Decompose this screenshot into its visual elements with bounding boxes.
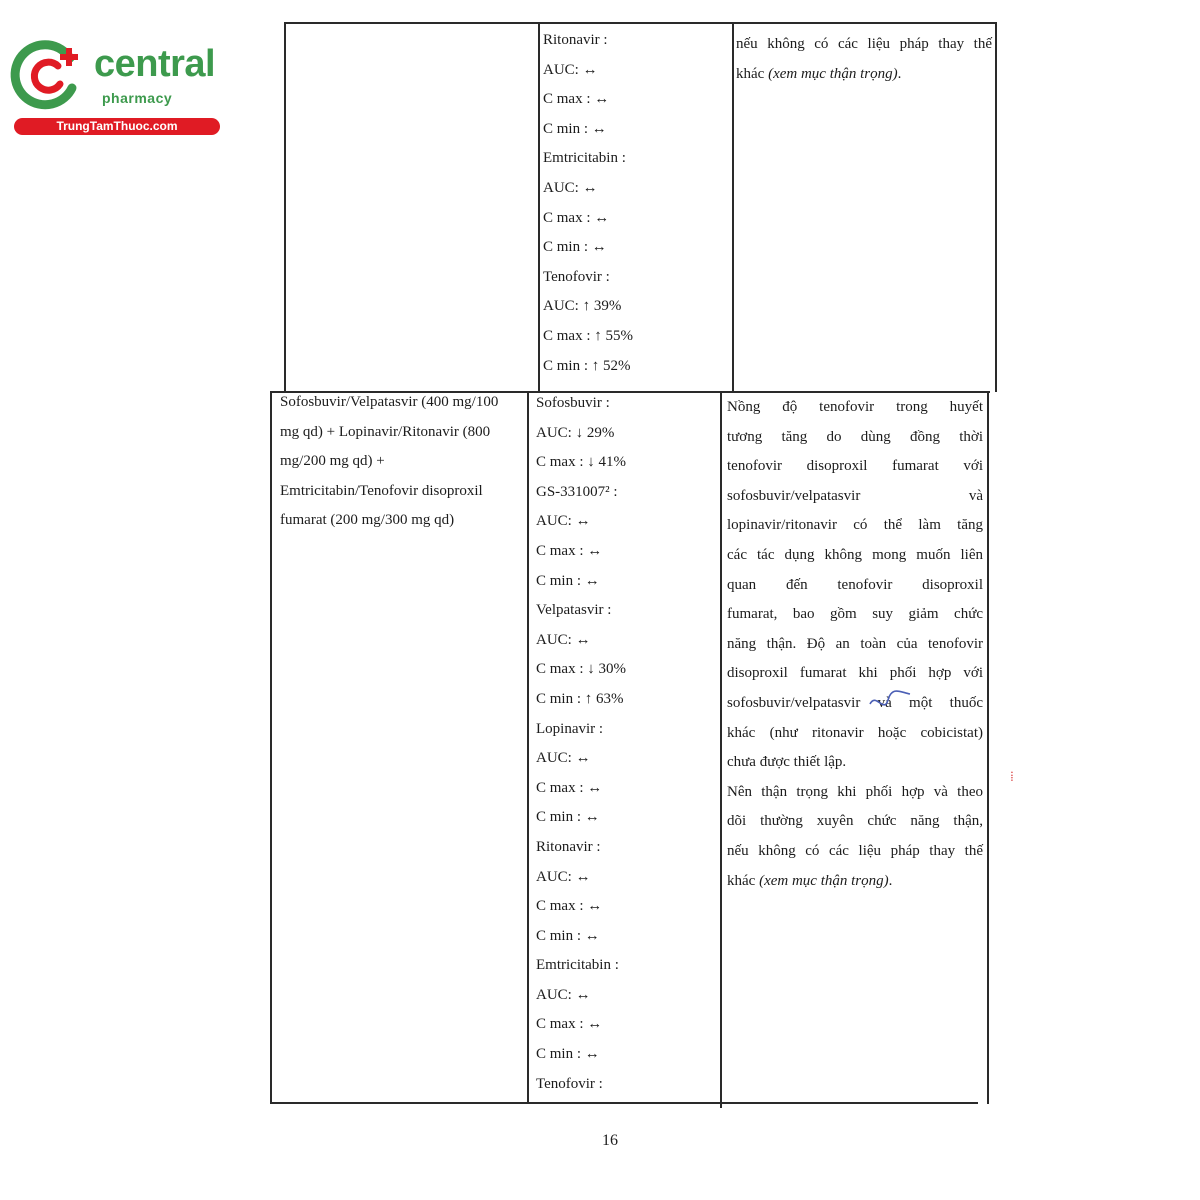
recommendation-line: tương tăng do dùng đồng thời xyxy=(727,428,983,445)
recommendation-line xyxy=(736,60,992,90)
effect-line: C min : ↔ xyxy=(543,120,607,137)
combination-line: mg/200 mg qd) + xyxy=(280,453,385,470)
effect-line: C max : ↔ xyxy=(536,542,603,559)
recommendation-text: . xyxy=(897,65,902,82)
recommendation-line: chưa được thiết lập. xyxy=(727,754,847,771)
top-row-effects-cell xyxy=(543,26,633,381)
recommendation-line: disoproxil fumarat khi phối hợp với xyxy=(727,665,983,682)
table-top-border xyxy=(284,22,996,24)
effect-line: Tenofovir : xyxy=(543,268,610,285)
effect-line: C max : ↔ xyxy=(543,209,610,226)
effect-line: AUC: ↔ xyxy=(536,513,591,530)
bottom-row-effects-cell xyxy=(536,389,626,1099)
effect-line: Emtricitabin : xyxy=(543,150,626,167)
edge-stamp-mark: ⁞ xyxy=(1010,770,1014,785)
bottom-row-recommendation-cell xyxy=(727,393,983,896)
effect-line: Sofosbuvir : xyxy=(536,395,610,411)
combination-line: mg qd) + Lopinavir/Ritonavir (800 xyxy=(280,423,491,440)
col-divider-2-bottom xyxy=(720,392,722,1108)
recommendation-line: sofosbuvir/velpatasvir và một thuốc xyxy=(727,694,983,711)
effect-line: AUC: ↔ xyxy=(536,631,591,648)
recommendation-line: năng thận. Độ an toàn của tenofovir xyxy=(727,635,983,652)
table-left-border xyxy=(284,22,286,392)
effect-line: C max : ↓ 30% xyxy=(536,661,626,678)
effect-line: AUC: ↔ xyxy=(536,986,591,1003)
table-bottom-border xyxy=(270,1102,978,1104)
handwritten-mark xyxy=(866,688,914,718)
recommendation-line: khác (như ritonavir hoặc cobicistat) xyxy=(727,724,983,741)
effect-line: AUC: ↓ 29% xyxy=(536,424,615,441)
recommendation-text: . xyxy=(888,872,893,889)
col-divider-1-bottom xyxy=(527,392,529,1104)
effect-line: C min : ↔ xyxy=(536,572,600,589)
recommendation-line: nếu không có các liệu pháp thay thế xyxy=(736,36,992,52)
recommendation-line xyxy=(727,867,983,897)
effect-line: C max : ↔ xyxy=(536,898,603,915)
logo-subtitle: pharmacy xyxy=(102,90,173,106)
top-row-recommendation-cell xyxy=(736,30,992,89)
effect-line: AUC: ↑ 39% xyxy=(543,298,622,315)
effect-line: Velpatasvir : xyxy=(536,602,612,619)
effect-line: Ritonavir : xyxy=(543,32,608,48)
recommendation-text: khác xyxy=(727,872,760,889)
effect-line: C min : ↔ xyxy=(536,809,600,826)
recommendation-line: Nên thận trọng khi phối hợp và theo xyxy=(727,783,983,800)
recommendation-line: quan đến tenofovir disoproxil xyxy=(727,576,983,593)
recommendation-line: sofosbuvir/velpatasvir và xyxy=(727,487,983,504)
table-right-border-bottom xyxy=(987,392,989,1104)
effect-line: AUC: ↔ xyxy=(536,868,591,885)
effect-line: C min : ↔ xyxy=(543,239,607,256)
effect-line: AUC: ↔ xyxy=(536,750,591,767)
logo-wordmark: central xyxy=(94,43,216,85)
effect-line: C max : ↔ xyxy=(536,1016,603,1033)
effect-line: C max : ↔ xyxy=(543,91,610,108)
recommendation-line: dõi thường xuyên chức năng thận, xyxy=(727,813,983,830)
effect-line: C max : ↓ 41% xyxy=(536,454,626,471)
effect-line: C min : ↔ xyxy=(536,1046,600,1063)
effect-line: Emtricitabin : xyxy=(536,957,619,974)
bottom-row-combination-cell xyxy=(280,388,498,536)
effect-line: Tenofovir : xyxy=(536,1075,603,1092)
recommendation-line: các tác dụng không mong muốn liên xyxy=(727,546,983,563)
col-divider-1-top xyxy=(538,22,540,392)
effect-line: Ritonavir : xyxy=(536,838,601,855)
col-divider-2-top xyxy=(732,22,734,392)
combination-line: fumarat (200 mg/300 mg qd) xyxy=(280,512,455,529)
effect-line: C min : ↑ 63% xyxy=(536,690,624,707)
recommendation-line: Nồng độ tenofovir trong huyết xyxy=(727,399,983,415)
effect-line: GS-331007² : xyxy=(536,483,618,500)
page-number: 16 xyxy=(602,1132,618,1149)
effect-line: Lopinavir : xyxy=(536,720,604,737)
recommendation-line: lopinavir/ritonavir có thể làm tăng xyxy=(727,517,983,534)
logo-url-badge: TrungTamThuoc.com xyxy=(14,118,220,135)
table-left-border-lower xyxy=(270,392,272,1104)
cross-reference: (xem mục thận trọng) xyxy=(759,872,889,889)
effect-line: AUC: ↔ xyxy=(543,61,598,78)
effect-line: C max : ↔ xyxy=(536,779,603,796)
effect-line: C min : ↔ xyxy=(536,927,600,944)
recommendation-text: khác xyxy=(736,65,769,82)
recommendation-line: nếu không có các liệu pháp thay thế xyxy=(727,842,983,859)
table-right-border-top xyxy=(995,22,997,392)
cross-reference: (xem mục thận trọng) xyxy=(768,65,898,82)
recommendation-line: fumarat, bao gồm suy giảm chức xyxy=(727,606,983,623)
recommendation-line: tenofovir disoproxil fumarat với xyxy=(727,458,983,475)
effect-line: C max : ↑ 55% xyxy=(543,327,633,344)
effect-line: AUC: ↔ xyxy=(543,179,598,196)
combination-line: Emtricitabin/Tenofovir disoproxil xyxy=(280,482,483,499)
effect-line: C min : ↑ 52% xyxy=(543,357,631,374)
combination-line: Sofosbuvir/Velpatasvir (400 mg/100 xyxy=(280,394,499,410)
